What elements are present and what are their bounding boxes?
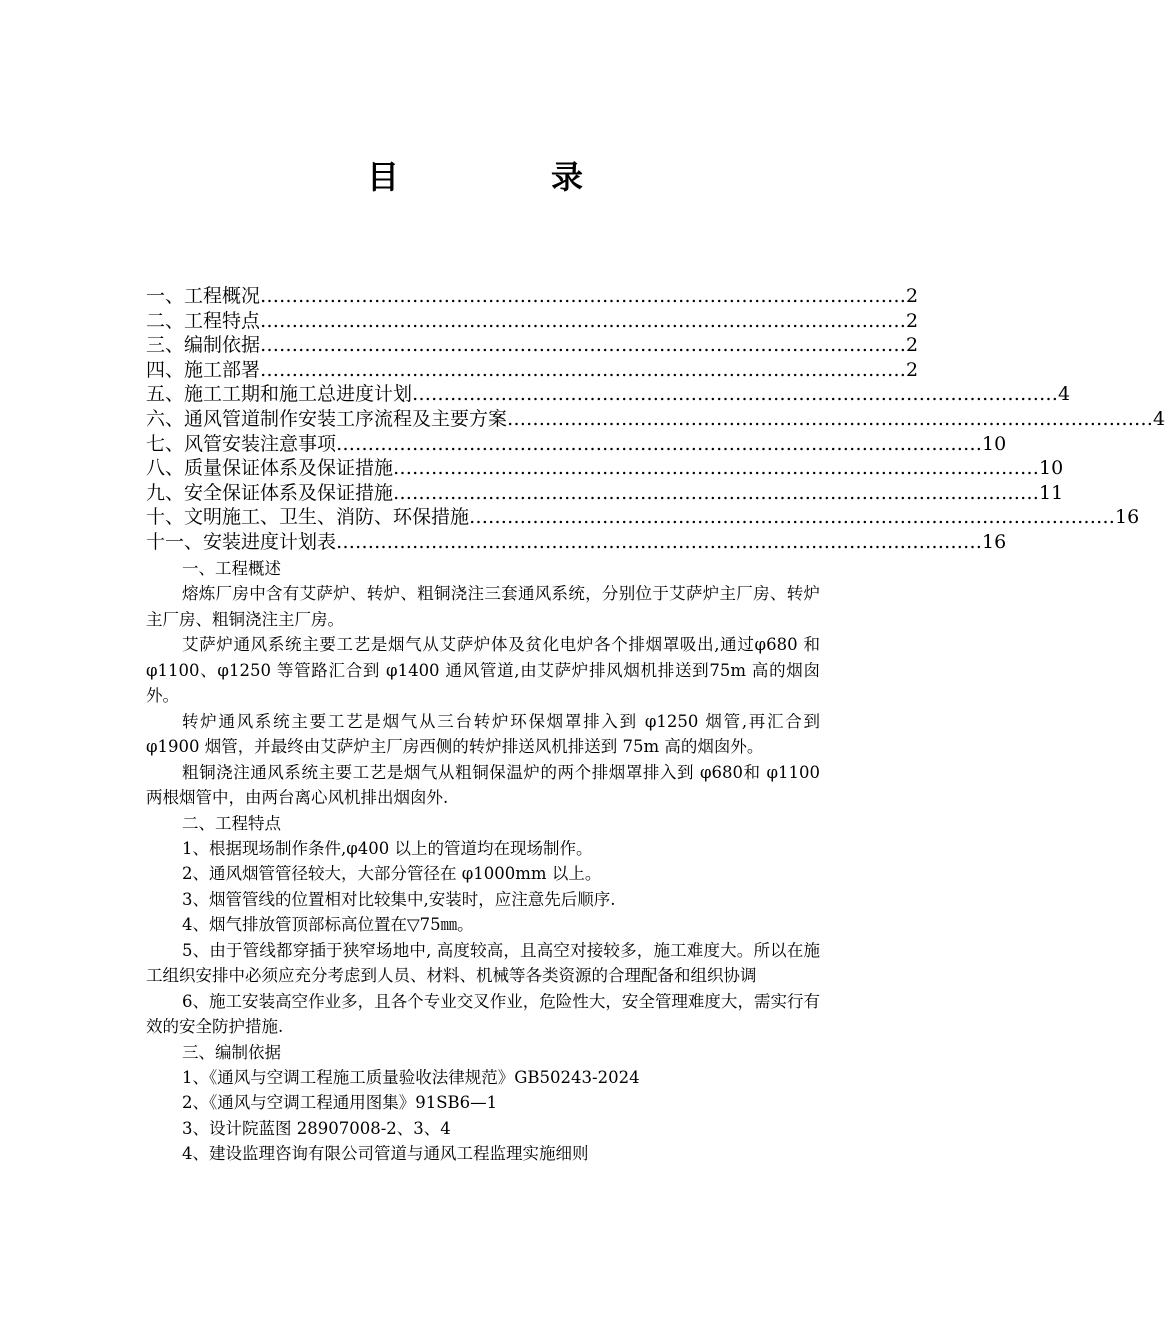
- toc-entry-title: 通风管道制作安装工序流程及主要方案: [184, 407, 508, 430]
- paragraph: 艾萨炉通风系统主要工艺是烟气从艾萨炉体及贫化电炉各个排烟罩吸出,通过φ680 和 φ1100、φ1250 等管路汇合到 φ1400 通风管道,由艾萨炉排风烟机排送到75m 高的烟囱外。: [146, 635, 820, 705]
- toc-leader-dots: …………………………………………………………………………………………: [412, 383, 1059, 406]
- toc-entry[interactable]: [146, 530, 1007, 555]
- toc-leader-dots: …………………………………………………………………………………………: [260, 309, 907, 332]
- list-item: 4、建设监理咨询有限公司管道与通风工程监理实施细则: [182, 1144, 589, 1163]
- document-body: [146, 556, 820, 1167]
- toc-entry-number: 六、: [146, 407, 185, 430]
- toc-entry-title: 质量保证体系及保证措施: [184, 457, 394, 480]
- toc-entry[interactable]: [146, 432, 1007, 457]
- list-item: 3、设计院蓝图 28907008-2、3、4: [182, 1118, 451, 1138]
- toc-entry-number: 一、: [146, 285, 185, 307]
- toc-entry[interactable]: [146, 284, 919, 309]
- toc-entry-page: 2: [906, 309, 919, 332]
- toc-entry[interactable]: [146, 505, 1140, 530]
- toc-entry-page: 16: [1115, 506, 1140, 529]
- toc-entry-page: 2: [906, 285, 919, 307]
- toc-entry-page: 2: [906, 334, 919, 357]
- list-item: 1、根据现场制作条件,φ400 以上的管道均在现场制作。: [182, 838, 593, 858]
- toc-entry-number: 二、: [146, 309, 185, 332]
- toc-leader-dots: …………………………………………………………………………………………: [393, 481, 1040, 504]
- toc-entry-title: 风管安装注意事项: [184, 432, 337, 455]
- section-heading: 三、编制依据: [182, 1042, 281, 1062]
- toc-entry[interactable]: [146, 481, 1064, 506]
- paragraph: 熔炼厂房中含有艾萨炉、转炉、粗铜浇注三套通风系统，分别位于艾萨炉主厂房、转炉主厂房、粗铜浇注主厂房。: [146, 584, 820, 629]
- toc-entry-title: 文明施工、卫生、消防、环保措施: [184, 506, 470, 529]
- list-item: 2、《通风与空调工程通用图集》91SB6—1: [182, 1093, 498, 1112]
- toc-entry-title: 施工工期和施工总进度计划: [184, 383, 413, 406]
- toc-leader-dots: …………………………………………………………………………………………: [469, 506, 1116, 529]
- toc-entry-title: 编制依据: [184, 334, 261, 357]
- paragraph: 5、由于管线都穿插于狭窄场地中, 高度较高，且高空对接较多，施工难度大。所以在施工组织安排中必须应充分考虑到人员、材料、机械等各类资源的合理配备和组织协调: [146, 940, 820, 985]
- toc-entry-page: 2: [906, 358, 919, 381]
- list-item: 2、通风烟管管径较大，大部分管径在 φ1000mm 以上。: [182, 864, 602, 883]
- toc-entry-number: 七、: [146, 432, 185, 455]
- toc-entry-page: 4: [1153, 407, 1165, 430]
- toc-entry-number: 三、: [146, 334, 185, 357]
- toc-entry[interactable]: [146, 382, 1071, 407]
- toc-entry-title: 工程概况: [184, 285, 261, 307]
- toc-entry[interactable]: [146, 456, 1064, 481]
- toc-entry-number: 十一、: [146, 530, 204, 553]
- toc-entry-number: 四、: [146, 358, 185, 381]
- paragraph: 转炉通风系统主要工艺是烟气从三台转炉环保烟罩排入到 φ1250 烟管,再汇合到 φ1900 烟管，并最终由艾萨炉主厂房西侧的转炉排送风机排送到 75m 高的烟囱外。: [146, 711, 820, 756]
- toc-entry[interactable]: [146, 358, 919, 383]
- toc-leader-dots: …………………………………………………………………………………………: [336, 432, 983, 455]
- paragraph: 6、施工安装高空作业多，且各个专业交叉作业，危险性大，安全管理难度大，需实行有效的安全防护措施.: [146, 991, 820, 1036]
- toc-entry-title: 施工部署: [184, 358, 261, 381]
- toc-leader-dots: …………………………………………………………………………………………: [260, 285, 907, 307]
- list-item: 4、烟气排放管顶部标高位置在▽75㎜。: [182, 915, 474, 934]
- toc-entry[interactable]: [146, 333, 919, 358]
- toc-entry-number: 九、: [146, 481, 185, 504]
- toc-entry-page: 4: [1058, 383, 1071, 406]
- table-of-contents: [146, 284, 1165, 555]
- toc-leader-dots: …………………………………………………………………………………………: [336, 530, 983, 553]
- section-heading: 一、工程概述: [182, 559, 281, 578]
- toc-entry-page: 10: [982, 432, 1007, 455]
- toc-title: 目 录: [366, 158, 643, 196]
- toc-entry-title: 工程特点: [184, 309, 261, 332]
- list-item: 3、烟管管线的位置相对比较集中,安装时，应注意先后顺序.: [182, 889, 616, 909]
- toc-leader-dots: …………………………………………………………………………………………: [507, 407, 1154, 430]
- toc-leader-dots: …………………………………………………………………………………………: [260, 358, 907, 381]
- toc-entry-number: 十、: [146, 506, 185, 529]
- toc-leader-dots: …………………………………………………………………………………………: [260, 334, 907, 357]
- toc-entry-title: 安全保证体系及保证措施: [184, 481, 394, 504]
- toc-leader-dots: …………………………………………………………………………………………: [393, 457, 1040, 480]
- toc-entry-title: 安装进度计划表: [203, 530, 337, 553]
- section-heading: 二、工程特点: [182, 813, 281, 833]
- list-item: 1、《通风与空调工程施工质量验收法律规范》GB50243-2024: [182, 1067, 640, 1087]
- toc-entry[interactable]: [146, 407, 1165, 432]
- toc-entry[interactable]: [146, 309, 919, 334]
- paragraph: 粗铜浇注通风系统主要工艺是烟气从粗铜保温炉的两个排烟罩排入到 φ680和 φ1100 两根烟管中，由两台离心风机排出烟囱外.: [146, 762, 820, 807]
- toc-entry-page: 10: [1039, 457, 1064, 480]
- toc-entry-number: 八、: [146, 457, 185, 480]
- toc-entry-page: 16: [982, 530, 1007, 553]
- toc-entry-number: 五、: [146, 383, 185, 406]
- toc-entry-page: 11: [1039, 481, 1064, 504]
